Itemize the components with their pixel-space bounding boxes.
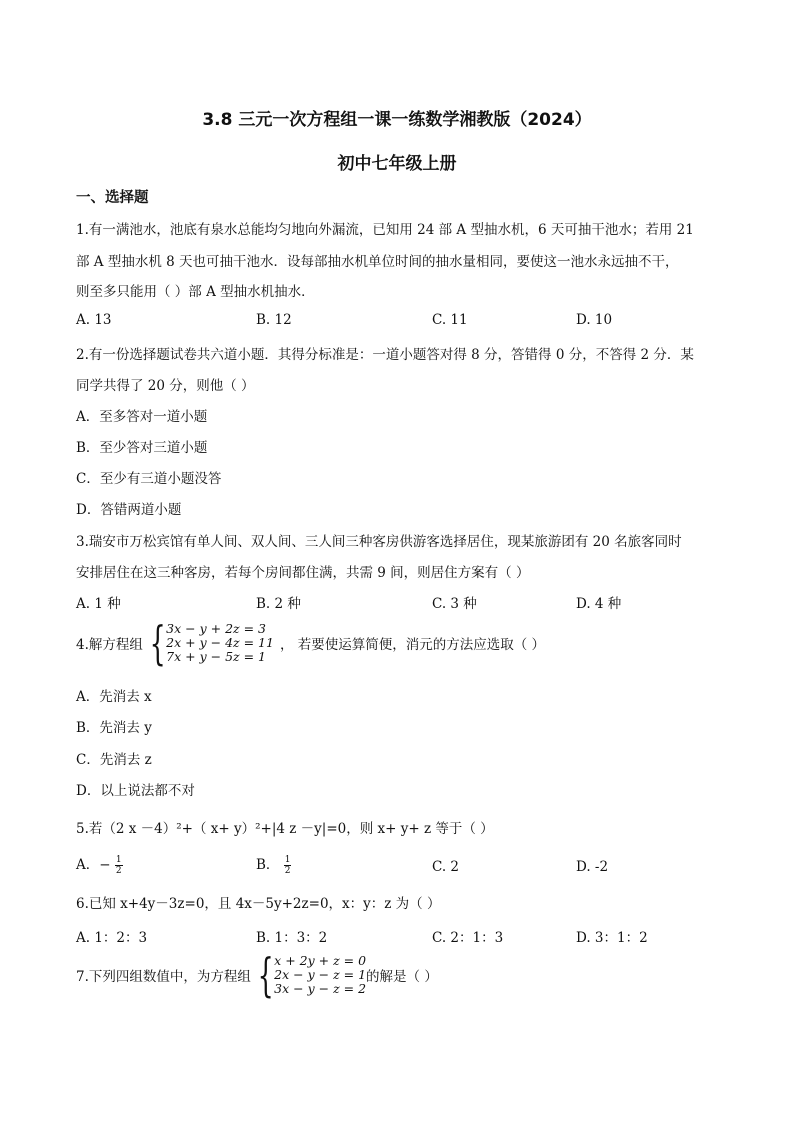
q2-option-d: D．答错两道小题 <box>76 502 182 518</box>
q5-option-a-label: A．− <box>76 857 111 873</box>
q7-equation-system <box>274 954 366 996</box>
q4-option-b: B．先消去 y <box>76 720 152 736</box>
q4-option-a: A．先消去 x <box>76 689 152 705</box>
q3-line1: 3.瑞安市万松宾馆有单人间、双人间、三人间三种客房供游客选择居住，现某旅游团有 20 名旅客同时 <box>76 534 682 550</box>
q3-option-c: C. 3 种 <box>432 596 477 612</box>
q1-line3: 则至多只能用（ ）部 A 型抽水机抽水． <box>76 284 315 300</box>
q4-equation-2: 2x + y − 4z = 11 <box>166 635 274 650</box>
q4-equation-3: 7x + y − 5z = 1 <box>166 649 266 664</box>
q7-equation-2: 2x − y − z = 1 <box>274 967 367 982</box>
q4-prefix: 4.解方程组 <box>76 637 143 653</box>
q7-equation-3: 3x − y − z = 2 <box>274 981 367 996</box>
q6-option-a: A. 1：2：3 <box>76 930 148 946</box>
q4-equation-system <box>166 622 274 664</box>
q6-option-c: C. 2：1：3 <box>432 930 504 946</box>
q5-option-b-fraction <box>284 855 292 876</box>
q7-stem <box>76 948 438 1002</box>
q5-option-a <box>76 853 123 876</box>
q7-equation-1: x + 2y + z = 0 <box>274 953 367 968</box>
q2-option-c: C．至少有三道小题没答 <box>76 471 222 487</box>
fraction-denominator: 2 <box>115 866 122 876</box>
q5-option-b-label: B． <box>256 857 280 873</box>
q5-option-c: C. 2 <box>432 859 460 875</box>
section-heading: 一、选择题 <box>76 190 149 206</box>
q5-option-a-fraction <box>115 855 123 876</box>
q2-option-a: A．至多答对一道小题 <box>76 409 208 425</box>
q7-suffix: 的解是（ ） <box>366 969 438 985</box>
q3-option-b: B. 2 种 <box>256 596 301 612</box>
q1-option-b: B. 12 <box>256 312 292 328</box>
fraction-numerator: 1 <box>284 855 291 865</box>
q3-option-d: D. 4 种 <box>576 596 622 612</box>
q6-option-b: B. 1：3：2 <box>256 930 328 946</box>
left-brace-icon: { <box>257 948 274 1002</box>
q4-option-c: C．先消去 z <box>76 752 152 768</box>
fraction-numerator: 1 <box>115 855 122 865</box>
q5-option-b <box>256 853 291 876</box>
q3-line2: 安排居住在这三种客房，若每个房间都住满，共需 9 间，则居住方案有（ ） <box>76 565 530 581</box>
q4-suffix: ， 若要使运算简便，消元的方法应选取（ ） <box>279 637 546 653</box>
q6-option-d: D. 3：1：2 <box>576 930 648 946</box>
q4-equation-1: 3x − y + 2z = 3 <box>166 621 266 636</box>
q2-option-b: B．至少答对三道小题 <box>76 440 208 456</box>
q2-line2: 同学共得了 20 分，则他（ ） <box>76 378 255 394</box>
page-subtitle: 初中七年级上册 <box>337 154 457 174</box>
q2-line1: 2.有一份选择题试卷共六道小题．其得分标准是：一道小题答对得 8 分，答错得 0 分，不答得 2 分．某 <box>76 347 694 363</box>
q1-option-c: C. 11 <box>432 312 468 328</box>
q7-prefix: 7.下列四组数值中，为方程组 <box>76 969 251 985</box>
q5-stem: 5.若（2 x －4）²+（ x+ y）²+|4 z －y|=0，则 x+ y+ z 等于（ ） <box>76 821 494 837</box>
page-title: 3.8 三元一次方程组一课一练数学湘教版（2024） <box>202 110 592 130</box>
q1-line1: 1.有一满池水，池底有泉水总能均匀地向外漏流，已知用 24 部 A 型抽水机，6 天可抽干池水；若用 21 <box>76 222 694 238</box>
q3-option-a: A. 1 种 <box>76 596 121 612</box>
q1-line2: 部 A 型抽水机 8 天也可抽干池水．设每部抽水机单位时间的抽水量相同，要使这一池水永远抽不干， <box>76 254 679 270</box>
fraction-denominator: 2 <box>284 866 291 876</box>
q4-option-d: D．以上说法都不对 <box>76 783 195 799</box>
left-brace-icon: { <box>149 616 166 670</box>
q1-option-d: D. 10 <box>576 312 613 328</box>
q4-stem <box>76 616 546 670</box>
q5-option-d: D. -2 <box>576 859 609 875</box>
q6-stem: 6.已知 x+4y－3z=0，且 4x－5y+2z=0，x：y：z 为（ ） <box>76 896 441 912</box>
q1-option-a: A. 13 <box>76 312 112 328</box>
